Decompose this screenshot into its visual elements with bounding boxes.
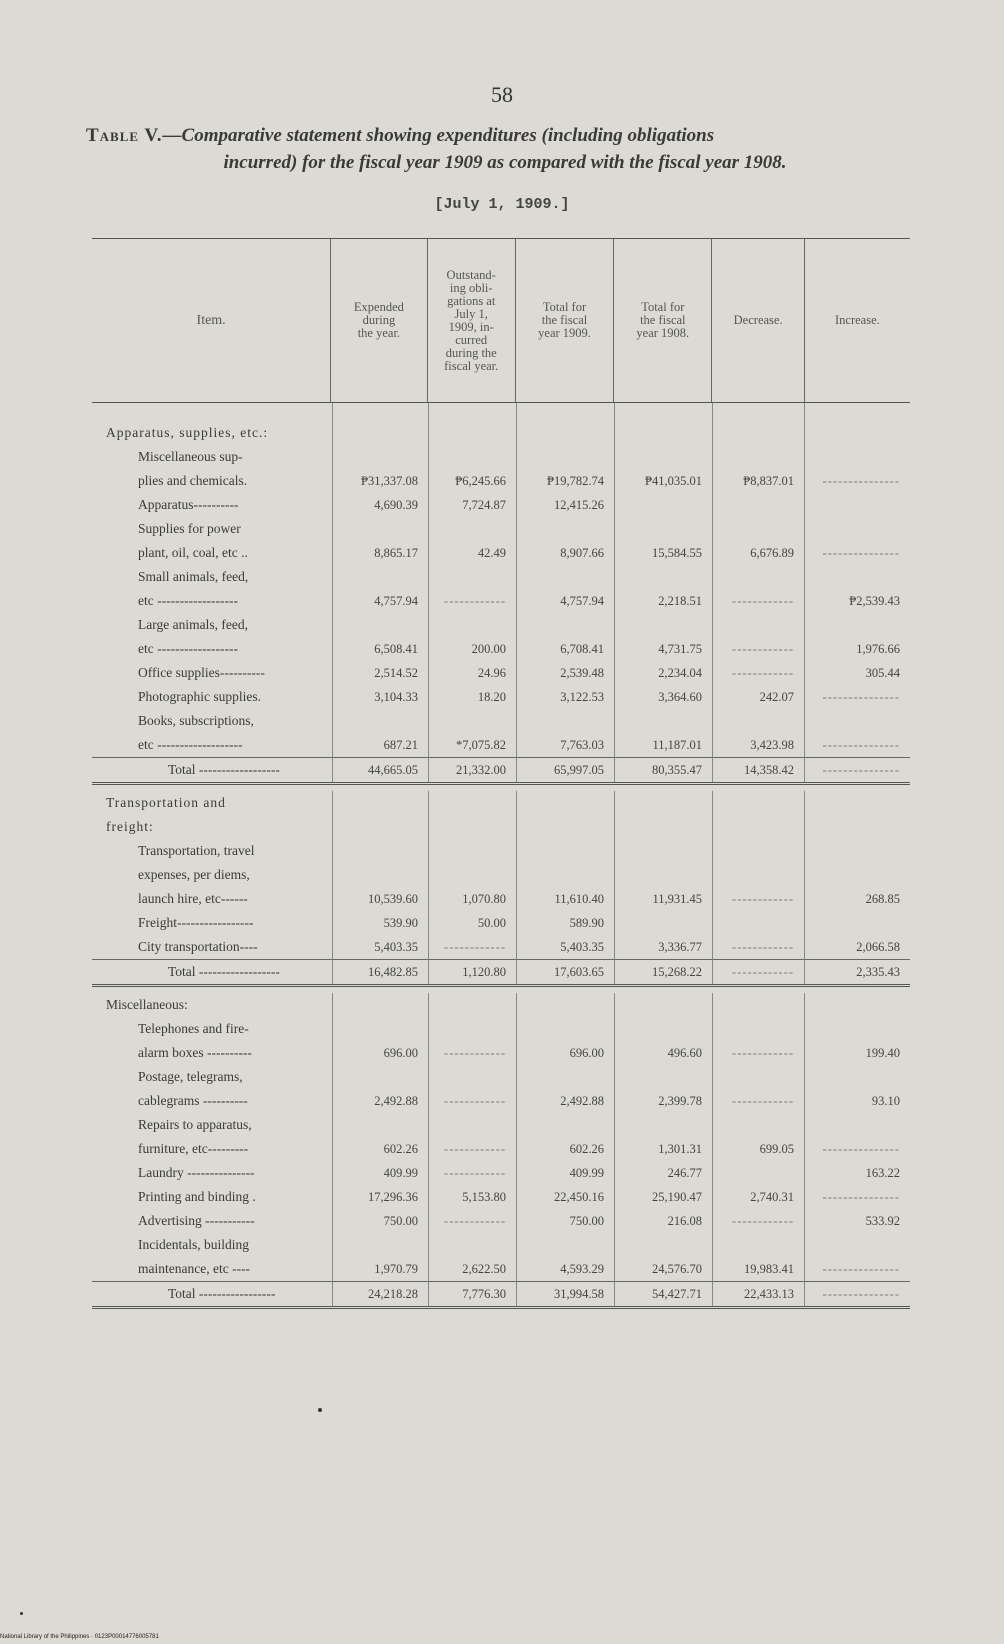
cell-total-1909: 4,593.29 <box>516 1233 614 1281</box>
row-label: Apparatus---------- <box>138 497 239 512</box>
row-label: Small animals, feed, etc ------------------ <box>138 569 249 608</box>
ink-speck <box>20 1612 23 1615</box>
cell-decrease: ------------ <box>712 565 804 613</box>
col-header-outstanding: Outstand- ing obli- gations at July 1, 1909, in- curred during the fiscal year. <box>427 239 515 402</box>
section-heading: Apparatus, supplies, etc.: <box>106 425 269 440</box>
table-row <box>92 613 910 661</box>
cell-decrease: 699.05 <box>712 1113 804 1161</box>
row-label: Office supplies---------- <box>138 665 265 680</box>
cell-increase: 2,066.58 <box>804 935 910 959</box>
cell-increase: 533.92 <box>804 1209 910 1233</box>
cell-outstanding: ------------ <box>428 1161 516 1185</box>
cell-outstanding: 50.00 <box>428 911 516 935</box>
cell-expended: 2,492.88 <box>332 1065 428 1113</box>
cell-decrease: ------------ <box>712 1065 804 1113</box>
cell-increase: 1,976.66 <box>804 613 910 661</box>
table-row <box>92 445 910 493</box>
cell-total-1908: 3,364.60 <box>614 685 712 709</box>
row-label: Total ------------------ <box>92 757 332 782</box>
cell-total-1908: 15,268.22 <box>614 959 712 984</box>
row-label: Transportation, travel expenses, per diems, launch hire, etc------ <box>138 843 255 906</box>
row-label: Books, subscriptions, etc ------------------- <box>138 713 254 752</box>
section-heading: Transportation and freight: <box>106 795 226 834</box>
cell-total-1908: 2,234.04 <box>614 661 712 685</box>
page-number: 58 <box>491 82 513 107</box>
row-label: Repairs to apparatus, furniture, etc--------- <box>138 1117 252 1156</box>
cell-total-1908: 11,187.01 <box>614 709 712 757</box>
cell-outstanding: ------------ <box>428 1113 516 1161</box>
cell-expended: 750.00 <box>332 1209 428 1233</box>
spacer-row <box>92 403 910 421</box>
table-row <box>92 685 910 709</box>
cell-increase <box>804 911 910 935</box>
cell-increase: --------------- <box>804 685 910 709</box>
cell-decrease: ------------ <box>712 1209 804 1233</box>
section-heading-row <box>92 993 910 1017</box>
cell-expended: 4,690.39 <box>332 493 428 517</box>
cell-increase: --------------- <box>804 1281 910 1306</box>
cell-decrease: ------------ <box>712 613 804 661</box>
row-label: Freight----------------- <box>138 915 254 930</box>
table-row <box>92 565 910 613</box>
cell-total-1909: ₱19,782.74 <box>516 445 614 493</box>
cell-increase: ₱2,539.43 <box>804 565 910 613</box>
cell-increase: --------------- <box>804 757 910 782</box>
cell-decrease: ₱8,837.01 <box>712 445 804 493</box>
table-row <box>92 1017 910 1065</box>
col-header-expended: Expended during the year. <box>330 239 426 402</box>
cell-expended: 2,514.52 <box>332 661 428 685</box>
row-label: Laundry --------------- <box>138 1165 255 1180</box>
cell-total-1908 <box>614 911 712 935</box>
cell-total-1909: 589.90 <box>516 911 614 935</box>
cell-total-1908: 4,731.75 <box>614 613 712 661</box>
cell-expended: 3,104.33 <box>332 685 428 709</box>
row-label: Total ----------------- <box>92 1281 332 1306</box>
total-row <box>92 959 910 987</box>
cell-outstanding: 5,153.80 <box>428 1185 516 1209</box>
table-title <box>86 122 924 176</box>
cell-outstanding: ------------ <box>428 935 516 959</box>
cell-total-1909: 696.00 <box>516 1017 614 1065</box>
cell-decrease: 19,983.41 <box>712 1233 804 1281</box>
row-label: Advertising ----------- <box>138 1213 255 1228</box>
cell-decrease: 3,423.98 <box>712 709 804 757</box>
cell-decrease: 14,358.42 <box>712 757 804 782</box>
cell-expended: 5,403.35 <box>332 935 428 959</box>
cell-outstanding: 24.96 <box>428 661 516 685</box>
cell-increase: 93.10 <box>804 1065 910 1113</box>
cell-total-1909: 2,492.88 <box>516 1065 614 1113</box>
cell-decrease: ------------ <box>712 661 804 685</box>
col-header-total-1908: Total for the fiscal year 1908. <box>613 239 711 402</box>
cell-outstanding: ------------ <box>428 1209 516 1233</box>
row-label: Postage, telegrams, cablegrams ---------- <box>138 1069 248 1108</box>
cell-total-1909: 4,757.94 <box>516 565 614 613</box>
cell-total-1908: ₱41,035.01 <box>614 445 712 493</box>
cell-total-1908: 25,190.47 <box>614 1185 712 1209</box>
cell-total-1908: 216.08 <box>614 1209 712 1233</box>
cell-decrease <box>712 911 804 935</box>
table-row <box>92 517 910 565</box>
cell-outstanding: 42.49 <box>428 517 516 565</box>
table-title-line2: incurred) for the fiscal year 1909 as compared with the fiscal year 1908. <box>223 152 787 173</box>
cell-expended: 8,865.17 <box>332 517 428 565</box>
cell-outstanding: *7,075.82 <box>428 709 516 757</box>
cell-expended: 44,665.05 <box>332 757 428 782</box>
cell-expended: 4,757.94 <box>332 565 428 613</box>
cell-outstanding: 7,724.87 <box>428 493 516 517</box>
cell-decrease: 22,433.13 <box>712 1281 804 1306</box>
table-row <box>92 839 910 911</box>
cell-expended: 1,970.79 <box>332 1233 428 1281</box>
cell-total-1908: 496.60 <box>614 1017 712 1065</box>
cell-decrease: 242.07 <box>712 685 804 709</box>
table-row <box>92 1161 910 1185</box>
cell-total-1909: 3,122.53 <box>516 685 614 709</box>
cell-expended: 687.21 <box>332 709 428 757</box>
row-label: Photographic supplies. <box>138 689 261 704</box>
table-title-line1: —Comparative statement showing expenditures (including obligations <box>162 125 715 146</box>
cell-total-1909: 8,907.66 <box>516 517 614 565</box>
row-label: Telephones and fire- alarm boxes ---------- <box>138 1021 252 1060</box>
cell-decrease: ------------ <box>712 959 804 984</box>
cell-outstanding: ₱6,245.66 <box>428 445 516 493</box>
cell-decrease <box>712 493 804 517</box>
table-row <box>92 661 910 685</box>
cell-total-1908: 246.77 <box>614 1161 712 1185</box>
cell-increase: --------------- <box>804 517 910 565</box>
table-row <box>92 1233 910 1281</box>
cell-total-1909: 11,610.40 <box>516 839 614 911</box>
cell-decrease: ------------ <box>712 935 804 959</box>
cell-expended: 409.99 <box>332 1161 428 1185</box>
cell-expended: 17,296.36 <box>332 1185 428 1209</box>
cell-total-1909: 5,403.35 <box>516 935 614 959</box>
cell-increase: 199.40 <box>804 1017 910 1065</box>
cell-outstanding: 18.20 <box>428 685 516 709</box>
cell-total-1908: 2,218.51 <box>614 565 712 613</box>
table-row <box>92 1209 910 1233</box>
cell-total-1908: 11,931.45 <box>614 839 712 911</box>
cell-total-1908: 3,336.77 <box>614 935 712 959</box>
cell-expended: 602.26 <box>332 1113 428 1161</box>
total-row <box>92 757 910 785</box>
table-title-lead: Table V. <box>86 125 163 146</box>
cell-total-1908: 2,399.78 <box>614 1065 712 1113</box>
cell-increase: 268.85 <box>804 839 910 911</box>
cell-increase: --------------- <box>804 1185 910 1209</box>
cell-decrease: 2,740.31 <box>712 1185 804 1209</box>
cell-decrease: ------------ <box>712 839 804 911</box>
expenditure-table <box>92 238 910 1315</box>
section-heading: Miscellaneous: <box>106 997 188 1012</box>
col-header-item: Item. <box>196 313 226 328</box>
cell-total-1909: 65,997.05 <box>516 757 614 782</box>
row-label: Total ------------------ <box>92 959 332 984</box>
cell-outstanding: ------------ <box>428 565 516 613</box>
cell-total-1908: 15,584.55 <box>614 517 712 565</box>
cell-increase: --------------- <box>804 1233 910 1281</box>
cell-outstanding: 21,332.00 <box>428 757 516 782</box>
cell-increase: 305.44 <box>804 661 910 685</box>
cell-expended: 6,508.41 <box>332 613 428 661</box>
section-heading-row <box>92 791 910 839</box>
table-row <box>92 1113 910 1161</box>
cell-total-1909: 6,708.41 <box>516 613 614 661</box>
cell-total-1909: 12,415.26 <box>516 493 614 517</box>
col-header-increase: Increase. <box>804 239 910 402</box>
col-header-total-1909: Total for the fiscal year 1909. <box>515 239 613 402</box>
cell-total-1909: 602.26 <box>516 1113 614 1161</box>
cell-outstanding: 2,622.50 <box>428 1233 516 1281</box>
cell-decrease <box>712 1161 804 1185</box>
row-label: Printing and binding . <box>138 1189 256 1204</box>
scan-footer-note: National Library of the Philippines · 0123P00014776005781 <box>0 1634 159 1640</box>
cell-total-1908: 80,355.47 <box>614 757 712 782</box>
cell-total-1909: 22,450.16 <box>516 1185 614 1209</box>
col-header-decrease: Decrease. <box>711 239 803 402</box>
cell-outstanding: ------------ <box>428 1017 516 1065</box>
cell-outstanding: 1,070.80 <box>428 839 516 911</box>
cell-total-1908: 1,301.31 <box>614 1113 712 1161</box>
cell-decrease: 6,676.89 <box>712 517 804 565</box>
cell-increase: --------------- <box>804 1113 910 1161</box>
cell-total-1909: 750.00 <box>516 1209 614 1233</box>
row-label: City transportation---- <box>138 939 258 954</box>
row-label: Incidentals, building maintenance, etc ---- <box>138 1237 251 1276</box>
cell-outstanding: 1,120.80 <box>428 959 516 984</box>
total-row <box>92 1281 910 1309</box>
cell-expended: 696.00 <box>332 1017 428 1065</box>
table-row <box>92 709 910 757</box>
cell-increase: 2,335.43 <box>804 959 910 984</box>
cell-total-1909: 7,763.03 <box>516 709 614 757</box>
table-row <box>92 493 910 517</box>
ink-speck <box>318 1408 322 1412</box>
cell-total-1908 <box>614 493 712 517</box>
cell-expended: 10,539.60 <box>332 839 428 911</box>
cell-total-1909: 31,994.58 <box>516 1281 614 1306</box>
table-row <box>92 1065 910 1113</box>
cell-decrease: ------------ <box>712 1017 804 1065</box>
cell-increase: 163.22 <box>804 1161 910 1185</box>
row-label: Supplies for power plant, oil, coal, etc .. <box>138 521 248 560</box>
cell-total-1909: 2,539.48 <box>516 661 614 685</box>
row-label: Large animals, feed, etc ------------------ <box>138 617 248 656</box>
table-header <box>92 239 910 403</box>
table-row <box>92 911 910 935</box>
cell-total-1908: 54,427.71 <box>614 1281 712 1306</box>
cell-total-1908: 24,576.70 <box>614 1233 712 1281</box>
cell-increase <box>804 493 910 517</box>
table-date: [July 1, 1909.] <box>434 196 570 213</box>
cell-expended: 24,218.28 <box>332 1281 428 1306</box>
cell-total-1909: 409.99 <box>516 1161 614 1185</box>
cell-increase: --------------- <box>804 709 910 757</box>
cell-expended: 539.90 <box>332 911 428 935</box>
section-heading-row <box>92 421 910 445</box>
table-row <box>92 1185 910 1209</box>
cell-increase: --------------- <box>804 445 910 493</box>
cell-total-1909: 17,603.65 <box>516 959 614 984</box>
cell-expended: ₱31,337.08 <box>332 445 428 493</box>
cell-outstanding: ------------ <box>428 1065 516 1113</box>
row-label: Miscellaneous sup- plies and chemicals. <box>138 449 248 488</box>
cell-outstanding: 7,776.30 <box>428 1281 516 1306</box>
cell-expended: 16,482.85 <box>332 959 428 984</box>
cell-outstanding: 200.00 <box>428 613 516 661</box>
table-row <box>92 935 910 959</box>
